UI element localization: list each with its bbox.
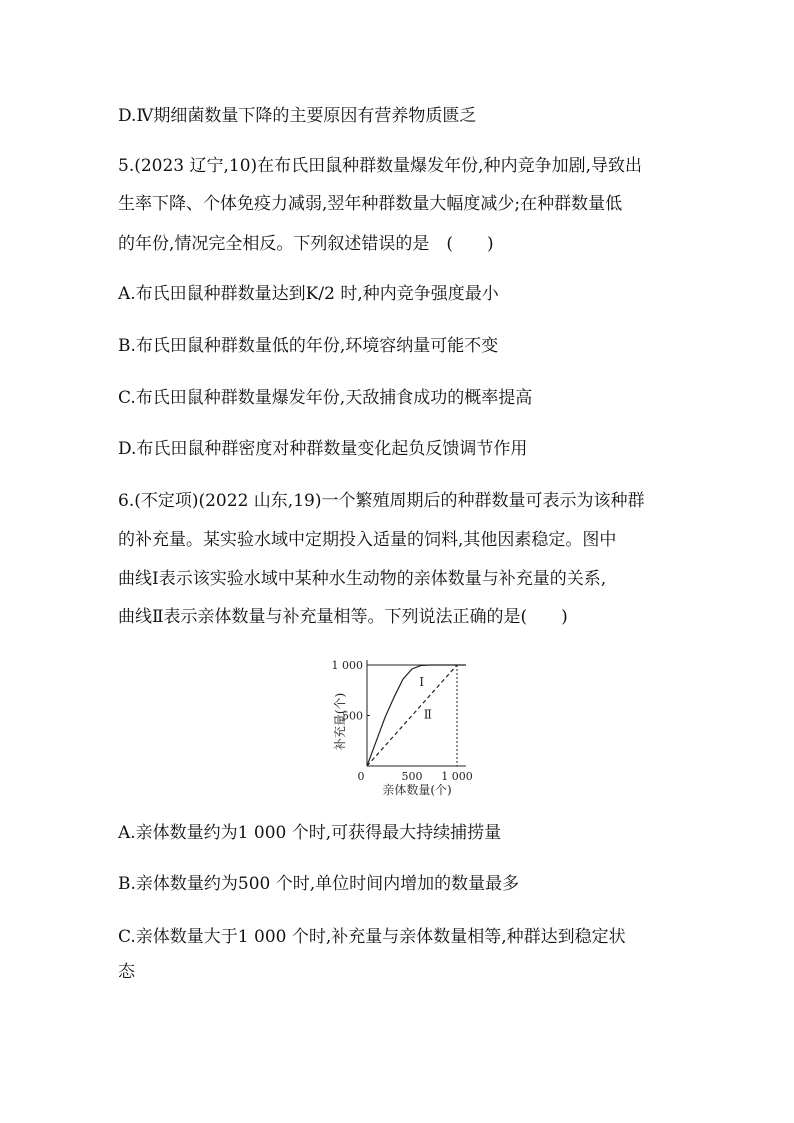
question-5-line-2: 生率下降、个体免疫力减弱,翌年种群数量大幅度减少;在种群数量低 [118,194,623,214]
option-c-q5: C.布氏田鼠种群数量爆发年份,天敌捕食成功的概率提高 [118,388,533,408]
x-axis-label: 亲体数量(个) [382,783,452,797]
question-6-line-4: 曲线Ⅱ表示亲体数量与补充量相等。下列说法正确的是( ) [118,607,568,627]
y-tick-label: 500 [342,709,363,723]
option-a-q6: A.亲体数量约为1 000 个时,可获得最大持续捕捞量 [118,823,502,843]
option-a-q5: A.布氏田鼠种群数量达到K/2 时,种内竞争强度最小 [118,284,499,304]
x-tick-label: 1 000 [441,770,473,783]
question-6-line-2: 的补充量。某实验水域中定期投入适量的饲料,其他因素稳定。图中 [118,530,617,550]
series-line-i [367,665,466,766]
option-b-q5: B.布氏田鼠种群数量低的年份,环境容纳量可能不变 [118,336,499,356]
series-label-i: Ⅰ [419,675,424,690]
option-b-q6: B.亲体数量约为500 个时,单位时间内增加的数量最多 [118,874,520,894]
series-label-ii: Ⅱ [423,707,432,722]
option-d-q4: D.Ⅳ期细菌数量下降的主要原因有营养物质匮乏 [118,106,477,126]
x-tick-label: 0 [357,770,365,783]
x-tick-label: 500 [401,770,423,783]
question-5-line-1: 5.(2023 辽宁,10)在布氏田鼠种群数量爆发年份,种内竞争加剧,导致出 [118,156,642,176]
series-line-ii [367,665,457,766]
option-d-q5: D.布氏田鼠种群密度对种群数量变化起负反馈调节作用 [118,439,528,459]
y-axis-label: 补充量(个) [333,692,347,751]
question-5-line-3: 的年份,情况完全相反。下列叙述错误的是 ( ) [118,234,494,254]
y-tick-label: 1 000 [331,659,363,672]
question-6-line-3: 曲线Ⅰ表示该实验水域中某种水生动物的亲体数量与补充量的关系, [118,569,607,589]
question-6-line-1: 6.(不定项)(2022 山东,19)一个繁殖周期后的种群数量可表示为该种群 [118,491,645,511]
recruitment-chart [330,648,490,798]
option-c-q6-line-1: C.亲体数量大于1 000 个时,补充量与亲体数量相等,种群达到稳定状 [118,927,626,947]
option-c-q6-line-2: 态 [118,962,135,982]
